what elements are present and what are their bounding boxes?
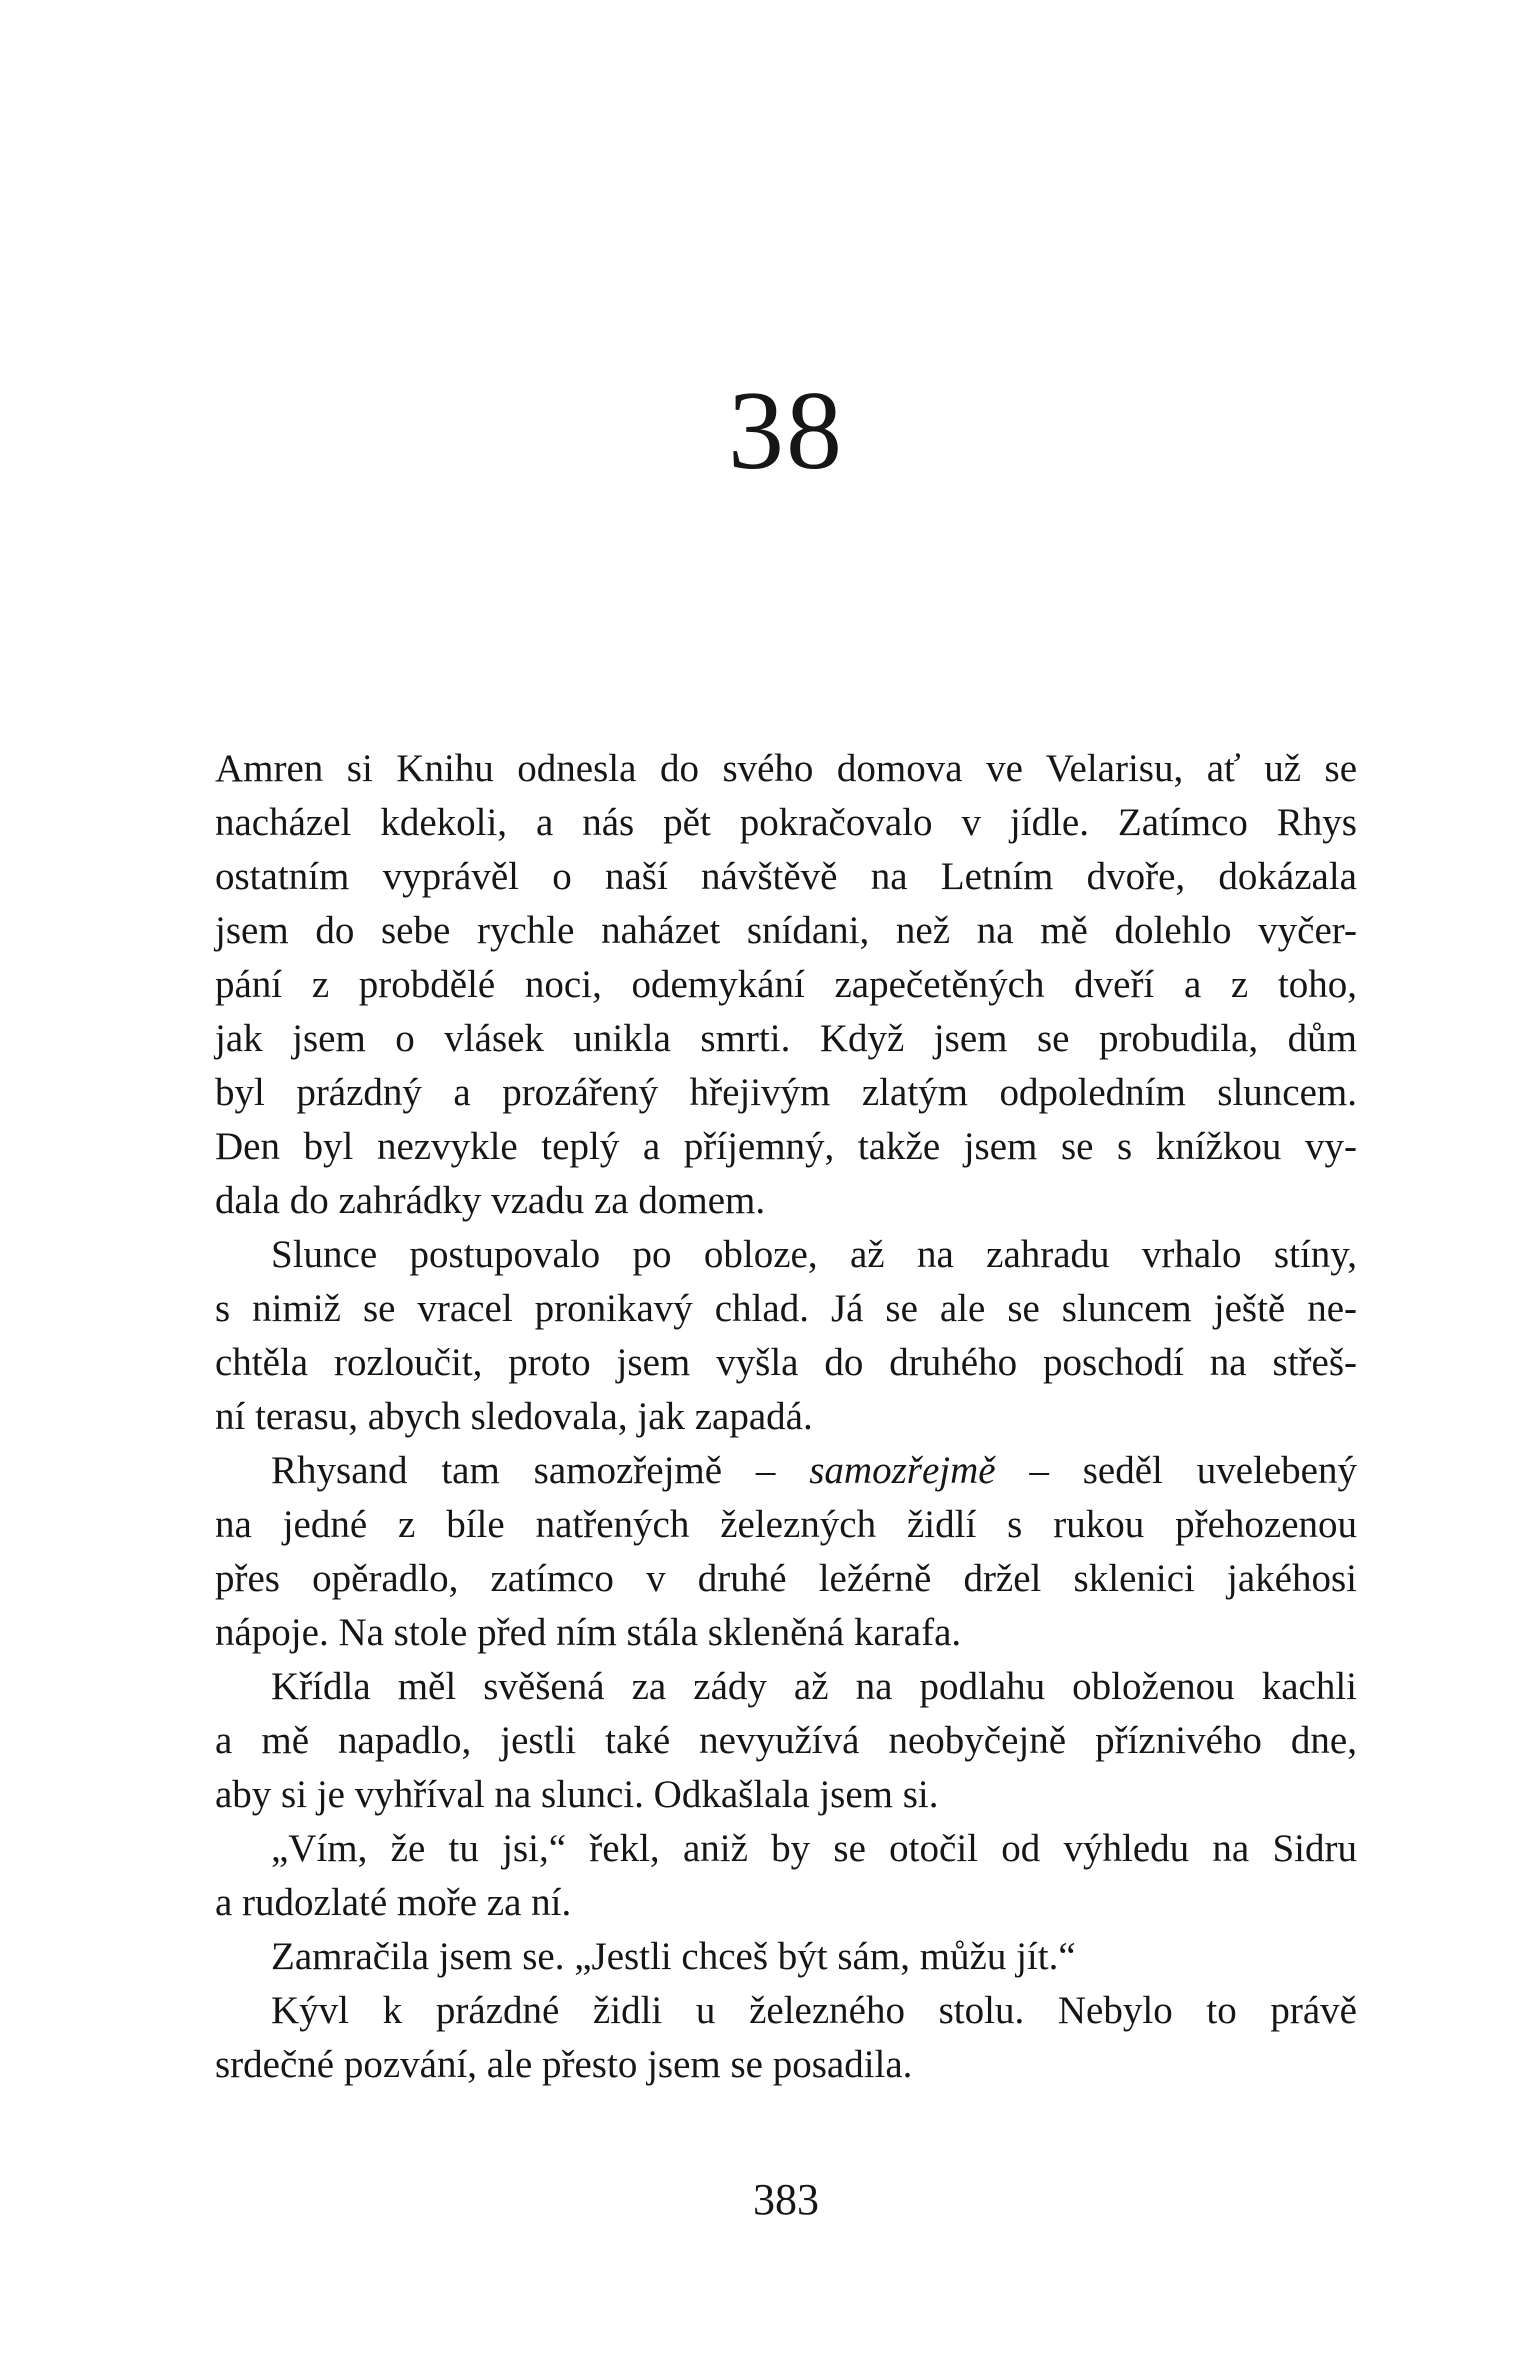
text-segment: Rhysand tam samozřejmě – bbox=[271, 1449, 810, 1492]
text-line: dala do zahrádky vzadu za domem. bbox=[215, 1179, 766, 1222]
text-line: aby si je vyhříval na slunci. Odkašlala jsem si. bbox=[215, 1773, 939, 1816]
text-line: pání z probdělé noci, odemykání zapečetěných dveří a z toho, bbox=[215, 963, 1357, 1006]
text-line: jsem do sebe rychle naházet snídani, než na mě dolehlo vyčer- bbox=[215, 909, 1357, 952]
chapter-number: 38 bbox=[728, 369, 844, 493]
text-line: Zamračila jsem se. „Jestli chceš být sám, můžu jít.“ bbox=[271, 1935, 1076, 1978]
text-line: přes opěradlo, zatímco v druhé ležérně držel sklenici jakéhosi bbox=[215, 1557, 1357, 1600]
text-line: byl prázdný a prozářený hřejivým zlatým odpoledním sluncem. bbox=[215, 1071, 1357, 1114]
text-line: na jedné z bíle natřených železných židlí s rukou přehozenou bbox=[215, 1503, 1357, 1546]
text-line: a mě napadlo, jestli také nevyužívá neobyčejně příznivého dne, bbox=[215, 1719, 1357, 1762]
text-line: Den byl nezvykle teplý a příjemný, takže jsem se s knížkou vy- bbox=[215, 1125, 1357, 1168]
text-line: Amren si Knihu odnesla do svého domova ve Velarisu, ať už se bbox=[215, 747, 1357, 790]
text-line: Kývl k prázdné židli u železného stolu. Nebylo to právě bbox=[271, 1989, 1357, 2032]
text-line bbox=[215, 1444, 1357, 1498]
body-text bbox=[215, 742, 1357, 2092]
text-line: ostatním vyprávěl o naší návštěvě na Letním dvoře, dokázala bbox=[215, 855, 1357, 898]
text-line: nápoje. Na stole před ním stála skleněná karafa. bbox=[215, 1611, 962, 1654]
text-segment: – seděl uvelebený bbox=[995, 1449, 1357, 1492]
text-line: Slunce postupovalo po obloze, až na zahradu vrhalo stíny, bbox=[271, 1233, 1357, 1276]
text-segment-italic: samozřejmě bbox=[809, 1449, 996, 1492]
text-line: ní terasu, abych sledovala, jak zapadá. bbox=[215, 1395, 813, 1438]
page-number: 383 bbox=[753, 2175, 819, 2224]
text-line: srdečné pozvání, ale přesto jsem se posadila. bbox=[215, 2043, 913, 2086]
text-line: chtěla rozloučit, proto jsem vyšla do druhého poschodí na střeš- bbox=[215, 1341, 1357, 1384]
text-line: s nimiž se vracel pronikavý chlad. Já se ale se sluncem ještě ne- bbox=[215, 1287, 1357, 1330]
text-line: a rudozlaté moře za ní. bbox=[215, 1881, 572, 1924]
text-line: Křídla měl svěšená za zády až na podlahu obloženou kachli bbox=[271, 1665, 1357, 1708]
text-line: „Vím, že tu jsi,“ řekl, aniž by se otočil od výhledu na Sidru bbox=[271, 1827, 1357, 1870]
text-line: nacházel kdekoli, a nás pět pokračovalo v jídle. Zatímco Rhys bbox=[215, 801, 1357, 844]
text-line: jak jsem o vlásek unikla smrti. Když jsem se probudila, dům bbox=[215, 1017, 1357, 1060]
